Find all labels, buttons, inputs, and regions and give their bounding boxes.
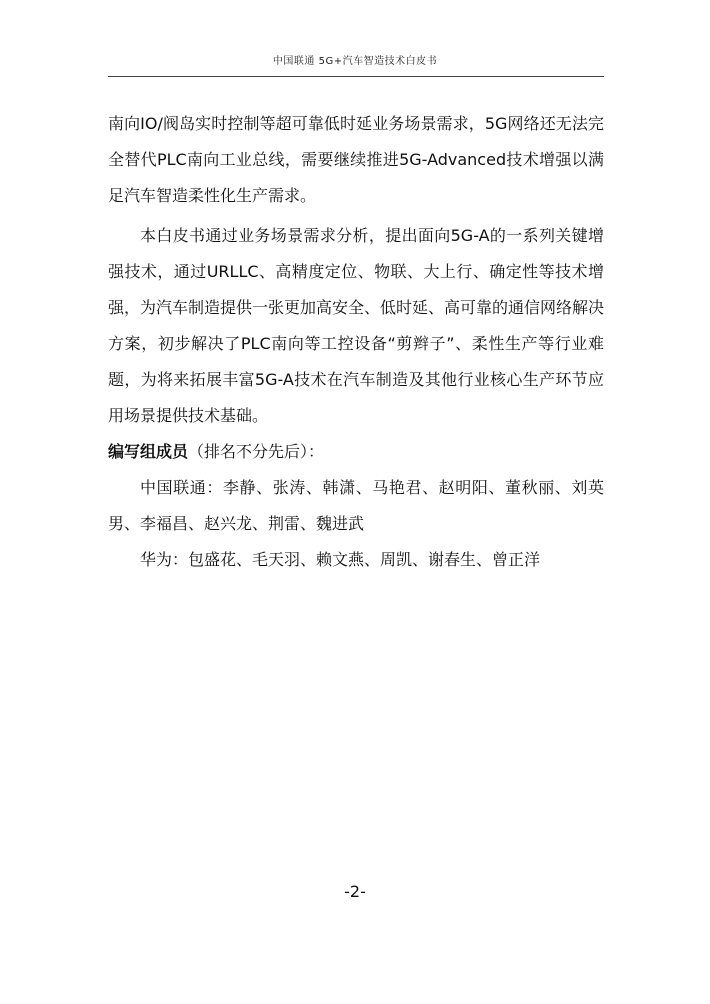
page-number: -2- [344, 882, 366, 901]
authors-huawei: 华为：包盛花、毛天羽、赖文燕、周凯、谢春生、曾正洋 [140, 550, 541, 569]
header-divider [108, 76, 604, 77]
authors-heading-line [108, 434, 604, 470]
page-body [108, 106, 604, 578]
authors-heading-note: （排名不分先后）： [188, 442, 325, 461]
page-header-title: 中国联通 5G+汽车智造技术白皮书 [272, 56, 438, 67]
paragraph-summary: 本白皮书通过业务场景需求分析，提出面向5G-A的一系列关键增强技术，通过URLLC、高精度定位、物联、大上行、确定性等技术增强，为汽车制造提供一张更加高安全、低时延、高可靠的通信网络解决方案，初步解决了PLC南向等工控设备“剪辫子”、柔性生产等行业难题，为将来拓展丰富5G-A技术在汽车制造及其他行业核心生产环节应用场景提供技术基础。 [108, 226, 605, 425]
authors-heading: 编写组成员 [108, 442, 189, 461]
authors-unicom: 中国联通：李静、张涛、韩潇、马艳君、赵明阳、董秋丽、刘英男、李福昌、赵兴龙、荆雷、魏进武 [108, 478, 604, 533]
paragraph-continuation: 南向IO/阀岛实时控制等超可靠低时延业务场景需求，5G网络还无法完全替代PLC南向工业总线，需要继续推进5G-Advanced技术增强以满足汽车智造柔性化生产需求。 [108, 114, 604, 205]
